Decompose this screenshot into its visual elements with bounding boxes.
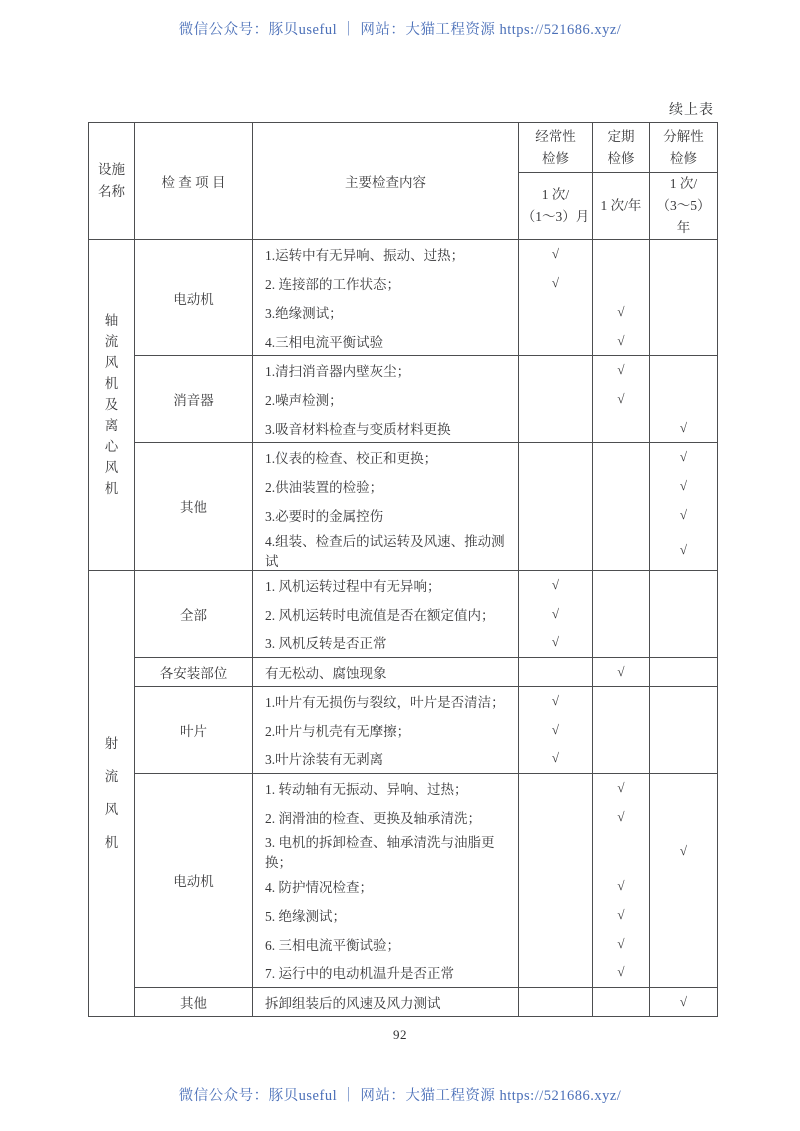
continuation-label: 续上表 — [669, 103, 714, 118]
header-frequent-line1: 经常性 — [535, 128, 576, 144]
checkmark: √ — [519, 715, 593, 744]
inspection-content-cell: 1.清扫消音器内壁灰尘； — [253, 356, 519, 385]
header-frequent-maintenance — [519, 123, 593, 173]
checkmark: √ — [519, 240, 593, 269]
inspection-content-cell: 3.吸音材料检查与变质材料更换 — [253, 414, 519, 443]
facility-name-char: 机 — [104, 835, 119, 850]
empty-check-cell — [650, 240, 718, 269]
empty-check-cell — [650, 929, 718, 958]
empty-check-cell — [593, 414, 650, 443]
empty-check-cell — [650, 715, 718, 744]
empty-check-cell — [519, 530, 593, 571]
checkmark: √ — [650, 831, 718, 871]
header-overhaul-interval — [650, 173, 718, 240]
empty-check-cell — [519, 501, 593, 530]
empty-check-cell — [650, 385, 718, 414]
empty-check-cell — [519, 327, 593, 356]
empty-check-cell — [650, 269, 718, 298]
facility-name-char: 风 — [104, 460, 119, 476]
empty-check-cell — [593, 599, 650, 628]
table-header-row-1 — [89, 123, 718, 173]
table-row — [89, 773, 718, 802]
header-overhaul-interval-line1: 1 次/ — [669, 176, 698, 191]
empty-check-cell — [650, 900, 718, 929]
header-facility-name — [89, 123, 135, 240]
inspection-content-cell: 2. 润滑油的检查、更换及轴承清洗； — [253, 802, 519, 831]
table-row — [89, 570, 718, 599]
empty-check-cell — [650, 628, 718, 657]
empty-check-cell — [650, 744, 718, 773]
empty-check-cell — [593, 715, 650, 744]
header-periodic-interval-line1: 1 次/年 — [600, 198, 642, 213]
empty-check-cell — [593, 570, 650, 599]
checkmark: √ — [519, 744, 593, 773]
checkmark: √ — [593, 900, 650, 929]
checkmark: √ — [593, 802, 650, 831]
checkmark: √ — [650, 414, 718, 443]
header-facility-line1: 设施 — [98, 162, 125, 177]
facility-name-vertical — [89, 570, 135, 1016]
header-periodic-interval — [593, 173, 650, 240]
table-row — [89, 686, 718, 715]
empty-check-cell — [593, 831, 650, 871]
facility-name-char: 机 — [104, 376, 119, 392]
inspection-content-cell: 有无松动、腐蚀现象 — [253, 657, 519, 686]
empty-check-cell — [593, 472, 650, 501]
empty-check-cell — [650, 871, 718, 900]
inspection-item-cell: 其他 — [135, 987, 253, 1016]
checkmark: √ — [650, 443, 718, 472]
checkmark: √ — [593, 871, 650, 900]
facility-name-char: 风 — [104, 802, 119, 817]
empty-check-cell — [593, 686, 650, 715]
inspection-content-cell: 3.绝缘测试； — [253, 298, 519, 327]
header-overhaul-interval-line2: （3～5）年 — [656, 198, 711, 235]
inspection-content-cell: 6. 三相电流平衡试验； — [253, 929, 519, 958]
empty-check-cell — [593, 269, 650, 298]
table-row — [89, 987, 718, 1016]
facility-name-char: 流 — [104, 769, 119, 784]
checkmark: √ — [519, 686, 593, 715]
empty-check-cell — [519, 929, 593, 958]
table-row — [89, 657, 718, 686]
inspection-content-cell: 1. 转动轴有无振动、异响、过热； — [253, 773, 519, 802]
header-periodic-line1: 定期 — [607, 128, 635, 144]
empty-check-cell — [519, 298, 593, 327]
empty-check-cell — [519, 443, 593, 472]
empty-check-cell — [519, 831, 593, 871]
table-row — [89, 240, 718, 269]
facility-name-char: 心 — [104, 439, 119, 455]
site-header-text: 微信公众号：豚贝useful ｜ 网站：大猫工程资源 https://521686.xyz/ — [178, 22, 622, 38]
empty-check-cell — [519, 385, 593, 414]
empty-check-cell — [519, 773, 593, 802]
facility-name-char: 及 — [104, 397, 119, 413]
inspection-content-cell: 3. 电机的拆卸检查、轴承清洗与油脂更换； — [253, 831, 519, 871]
inspection-item-cell: 其他 — [135, 443, 253, 571]
empty-check-cell — [519, 802, 593, 831]
inspection-content-cell: 3. 风机反转是否正常 — [253, 628, 519, 657]
inspection-content-cell: 3.必要时的金属控伤 — [253, 501, 519, 530]
empty-check-cell — [650, 356, 718, 385]
empty-check-cell — [593, 744, 650, 773]
inspection-item-cell: 电动机 — [135, 240, 253, 356]
inspection-content-cell: 4.组装、检查后的试运转及风速、推动测试 — [253, 530, 519, 571]
header-periodic-maintenance — [593, 123, 650, 173]
header-facility-line2: 名称 — [98, 184, 125, 199]
inspection-content-cell: 1.运转中有无异响、振动、过热； — [253, 240, 519, 269]
inspection-item-cell: 各安装部位 — [135, 657, 253, 686]
checkmark: √ — [593, 356, 650, 385]
inspection-content-cell: 2.噪声检测； — [253, 385, 519, 414]
checkmark: √ — [650, 472, 718, 501]
header-frequent-interval — [519, 173, 593, 240]
empty-check-cell — [650, 686, 718, 715]
inspection-content-cell: 1. 风机运转过程中有无异响； — [253, 570, 519, 599]
empty-check-cell — [519, 958, 593, 987]
checkmark: √ — [519, 599, 593, 628]
empty-check-cell — [519, 356, 593, 385]
inspection-item-cell: 全部 — [135, 570, 253, 657]
inspection-content-cell: 7. 运行中的电动机温升是否正常 — [253, 958, 519, 987]
empty-check-cell — [519, 657, 593, 686]
site-footer-text: 微信公众号：豚贝useful ｜ 网站：大猫工程资源 https://521686.xyz/ — [178, 1088, 622, 1104]
header-frequent-line2: 检修 — [542, 150, 569, 166]
checkmark: √ — [593, 929, 650, 958]
empty-check-cell — [593, 530, 650, 571]
checkmark: √ — [593, 327, 650, 356]
empty-check-cell — [519, 987, 593, 1016]
checkmark: √ — [593, 298, 650, 327]
header-main-content: 主要检查内容 — [253, 123, 519, 240]
empty-check-cell — [593, 501, 650, 530]
inspection-item-cell: 叶片 — [135, 686, 253, 773]
empty-check-cell — [519, 472, 593, 501]
checkmark: √ — [519, 628, 593, 657]
facility-name-vertical — [89, 240, 135, 571]
checkmark: √ — [593, 657, 650, 686]
empty-check-cell — [650, 958, 718, 987]
empty-check-cell — [593, 628, 650, 657]
empty-check-cell — [519, 414, 593, 443]
empty-check-cell — [650, 599, 718, 628]
empty-check-cell — [593, 987, 650, 1016]
checkmark: √ — [593, 385, 650, 414]
checkmark: √ — [650, 530, 718, 571]
checkmark: √ — [593, 958, 650, 987]
empty-check-cell — [593, 240, 650, 269]
facility-name-char: 机 — [104, 481, 119, 497]
checkmark: √ — [593, 773, 650, 802]
inspection-content-cell: 5. 绝缘测试； — [253, 900, 519, 929]
header-inspection-item: 检 查 项 目 — [135, 123, 253, 240]
inspection-content-cell: 4.三相电流平衡试验 — [253, 327, 519, 356]
inspection-item-cell: 电动机 — [135, 773, 253, 987]
table-row — [89, 443, 718, 472]
inspection-table — [88, 122, 718, 1017]
header-overhaul-maintenance — [650, 123, 718, 173]
empty-check-cell — [650, 327, 718, 356]
facility-name-char: 轴 — [104, 313, 119, 329]
inspection-content-cell: 3.叶片涂装有无剥离 — [253, 744, 519, 773]
inspection-content-cell: 4. 防护情况检查； — [253, 871, 519, 900]
empty-check-cell — [650, 657, 718, 686]
header-overhaul-line1: 分解性 — [663, 128, 704, 144]
header-frequent-interval-line1: 1 次/ — [541, 187, 570, 202]
inspection-content-cell: 2. 风机运转时电流值是否在额定值内； — [253, 599, 519, 628]
inspection-content-cell: 拆卸组装后的风速及风力测试 — [253, 987, 519, 1016]
empty-check-cell — [650, 802, 718, 831]
inspection-content-cell: 2.供油装置的检验； — [253, 472, 519, 501]
page-number: 92 — [393, 1027, 407, 1042]
empty-check-cell — [650, 298, 718, 327]
facility-name-char: 离 — [104, 418, 119, 434]
facility-name-char: 射 — [104, 736, 119, 751]
inspection-content-cell: 2.叶片与机壳有无摩擦； — [253, 715, 519, 744]
empty-check-cell — [593, 443, 650, 472]
table-row — [89, 356, 718, 385]
checkmark: √ — [650, 501, 718, 530]
empty-check-cell — [650, 570, 718, 599]
header-overhaul-line2: 检修 — [670, 150, 697, 166]
inspection-content-cell: 2. 连接部的工作状态； — [253, 269, 519, 298]
empty-check-cell — [519, 871, 593, 900]
header-frequent-interval-line2: （1～3）月 — [521, 209, 590, 224]
header-periodic-line2: 检修 — [607, 150, 635, 166]
empty-check-cell — [519, 900, 593, 929]
checkmark: √ — [519, 570, 593, 599]
facility-name-char: 流 — [104, 334, 119, 350]
inspection-item-cell: 消音器 — [135, 356, 253, 443]
checkmark: √ — [519, 269, 593, 298]
inspection-content-cell: 1.仪表的检查、校正和更换； — [253, 443, 519, 472]
facility-name-char: 风 — [104, 355, 119, 371]
checkmark: √ — [650, 987, 718, 1016]
inspection-content-cell: 1.叶片有无损伤与裂纹，叶片是否清洁； — [253, 686, 519, 715]
empty-check-cell — [650, 773, 718, 802]
